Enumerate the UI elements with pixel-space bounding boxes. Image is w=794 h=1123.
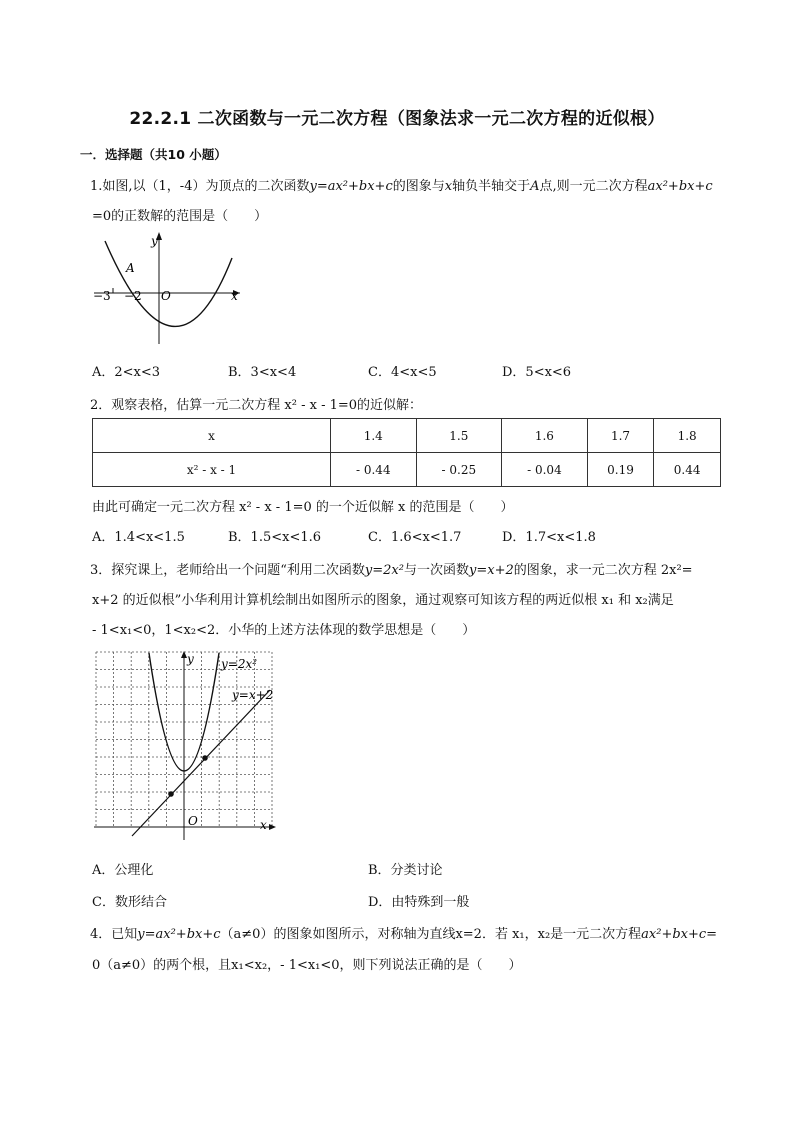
q1-origin-label: O [161, 289, 171, 303]
table-cell: 0.19 [587, 453, 654, 487]
q3-line-label: y=x+2 [232, 688, 274, 702]
table-cell: x² - x - 1 [93, 453, 331, 487]
table-cell: x [93, 419, 331, 453]
q1-graph [90, 228, 245, 346]
q1-option-a[interactable]: A．2<x<3 [92, 365, 161, 380]
table-cell: 1.8 [654, 419, 721, 453]
table-cell: - 0.25 [416, 453, 502, 487]
table-cell: 1.6 [502, 419, 588, 453]
q1-option-c[interactable]: C．4<x<5 [368, 365, 437, 380]
table-row [93, 419, 721, 453]
q3-intersection-left [168, 791, 174, 797]
q3-option-a[interactable]: A．公理化 [92, 863, 154, 878]
q3-y-label: y [187, 652, 194, 666]
q3-graph [94, 651, 278, 841]
q3-option-d[interactable]: D．由特殊到一般 [368, 895, 470, 910]
table-cell: - 0.44 [331, 453, 417, 487]
q3-line-1: 3．探究课上，老师给出一个问题“利用二次函数y=2x²与一次函数y=x+2的图象，求一元二次方程 2x²= [90, 563, 693, 578]
q3-line-3: - 1<x₁<0，1<x₂<2．小华的上述方法体现的数学思想是（ ） [92, 623, 476, 638]
q3-x-label: x [260, 818, 267, 832]
q3-curve-label: y=2x² [221, 657, 258, 671]
section-heading: 一．选择题（共10 小题） [80, 147, 227, 162]
table-cell: 1.4 [331, 419, 417, 453]
q4-line-2: 0（a≠0）的两个根，且x₁<x₂，- 1<x₁<0，则下列说法正确的是（ ） [92, 958, 522, 973]
q3-intersection-right [202, 755, 208, 761]
q2-option-d[interactable]: D．1.7<x<1.8 [502, 530, 596, 545]
q1-line-2: =0的正数解的范围是（ ） [92, 209, 268, 224]
q2-table [92, 418, 721, 487]
q4-line-1: 4．已知y=ax²+bx+c（a≠0）的图象如图所示，对称轴为直线x=2．若 x₁，x₂是一元二次方程ax²+bx+c= [90, 927, 718, 942]
q2-option-b[interactable]: B．1.5<x<1.6 [228, 530, 322, 545]
q3-option-c[interactable]: C．数形结合 [92, 895, 167, 910]
q2-option-a[interactable]: A．1.4<x<1.5 [92, 530, 185, 545]
q1-neg2-label: −2 [124, 289, 142, 303]
q1-line-1: 1.如图,以（1，-4）为顶点的二次函数y=ax²+bx+c的图象与x轴负半轴交于A点,则一元二次方程ax²+bx+c [90, 179, 713, 194]
q1-option-d[interactable]: D．5<x<6 [502, 365, 572, 380]
q3-option-b[interactable]: B．分类讨论 [368, 863, 443, 878]
q2-text: 2．观察表格，估算一元二次方程 x² - x - 1=0的近似解： [90, 398, 423, 413]
q1-A-label: A [126, 261, 135, 275]
table-cell: 1.7 [587, 419, 654, 453]
table-cell: - 0.04 [502, 453, 588, 487]
q1-x-label: x [231, 289, 238, 303]
q1-neg3-label: −3 [93, 289, 111, 303]
table-cell: 1.5 [416, 419, 502, 453]
q1-function: y=ax²+bx+c [309, 179, 393, 194]
q3-line-2: x+2 的近似根”小华利用计算机绘制出如图所示的图象，通过观察可知该方程的两近似根 x₁ 和 x₂满足 [92, 593, 674, 608]
q3-origin-label: O [188, 814, 198, 828]
page-title: 22.2.1 二次函数与一元二次方程（图象法求一元二次方程的近似根） [129, 109, 665, 129]
q2-followup: 由此可确定一元二次方程 x² - x - 1=0 的一个近似解 x 的范围是（ ） [92, 500, 514, 515]
q1-option-b[interactable]: B．3<x<4 [228, 365, 297, 380]
q1-y-label: y [151, 234, 158, 248]
table-row [93, 453, 721, 487]
table-cell: 0.44 [654, 453, 721, 487]
q2-option-c[interactable]: C．1.6<x<1.7 [368, 530, 462, 545]
